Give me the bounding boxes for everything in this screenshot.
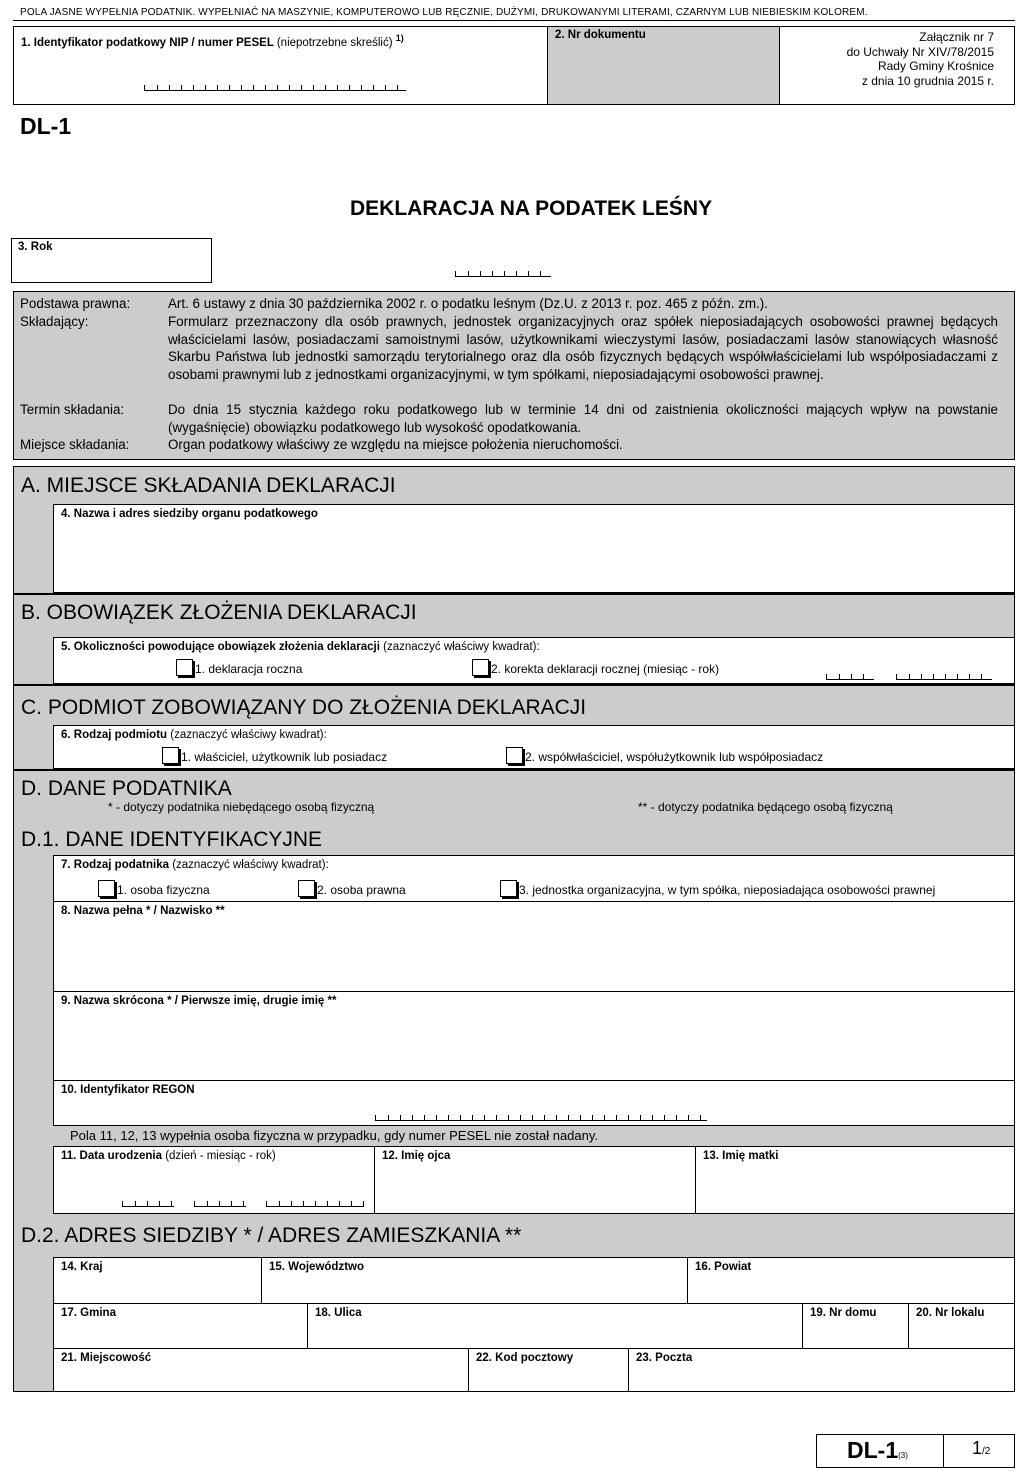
field-9-label: 9. Nazwa skrócona * / Pierwsze imię, drugie imię ** — [61, 995, 337, 1007]
field-23-label: 23. Poczta — [636, 1352, 693, 1364]
field-6-label: 6. Rodzaj podmiotu — [61, 729, 168, 741]
section-b-title: B. OBOWIĄZEK ZŁOŻENIA DEKLARACJI — [21, 601, 417, 624]
field-11-label: 11. Data urodzenia — [61, 1150, 162, 1162]
field-14-label: 14. Kraj — [61, 1261, 103, 1273]
regon-comb — [375, 1115, 707, 1121]
field-1-note: (niepotrzebne skreślić) — [276, 36, 393, 49]
field-19-label: 19. Nr domu — [810, 1307, 877, 1319]
place-value: Organ podatkowy właściwy ze względu na miejsce położenia nieruchomości. — [168, 437, 623, 452]
option-co-owner: 2. współwłaściciel, współużytkownik lub współposiadacz — [525, 750, 824, 764]
field-21-box[interactable] — [53, 1348, 469, 1392]
year-comb — [455, 271, 551, 277]
section-b-rule — [13, 684, 1015, 686]
field-7-label: 7. Rodzaj podatnika — [61, 859, 169, 871]
footer-page-number: 1 — [972, 1438, 983, 1458]
option-annual-declaration: 1. deklaracja roczna — [195, 662, 303, 676]
footer-page-total: /2 — [982, 1446, 991, 1457]
form-code: DL-1 — [20, 113, 72, 139]
section-d1-title: D.1. DANE IDENTYFIKACYJNE — [21, 828, 323, 851]
attachment-line-1: Załącznik nr 7 — [919, 30, 994, 44]
option-organizational-unit: 3. jednostka organizacyjna, w tym spółka, nieposiadająca osobowości prawnej — [519, 883, 936, 897]
checkbox-natural-person[interactable] — [98, 880, 115, 897]
field-21-label: 21. Miejscowość — [61, 1352, 152, 1364]
attachment-line-2: do Uchwały Nr XIV/78/2015 — [846, 44, 994, 59]
field-13-label: 13. Imię matki — [703, 1150, 779, 1162]
field-22-label: 22. Kod pocztowy — [476, 1352, 574, 1364]
field-10-box[interactable] — [53, 1080, 1015, 1126]
field-14-box[interactable] — [53, 1257, 262, 1304]
top-note: POLA JASNE WYPEŁNIA PODATNIK. WYPEŁNIAĆ NA MASZYNIE, KOMPUTEROWO LUB RĘCZNIE, DUŻYMI, DRUKOWANYMI LITERAMI, CZARNYM LUB NIEBIESKIM KOLOREM. — [20, 7, 868, 18]
field-22-box[interactable] — [468, 1348, 629, 1392]
birth-month-comb — [194, 1201, 246, 1207]
legal-basis-value: Art. 6 ustawy z dnia 30 października 2002 r. o podatku leśnym (Dz.U. z 2013 r. poz. 465 z późn. zm.). — [168, 296, 768, 311]
option-owner: 1. właściciel, użytkownik lub posiadacz — [181, 750, 388, 764]
section-d2-title: D.2. ADRES SIEDZIBY * / ADRES ZAMIESZKANIA ** — [21, 1224, 522, 1247]
field-2-box — [547, 26, 780, 105]
pesel-note: Pola 11, 12, 13 wypełnia osoba fizyczna w przypadku, gdy numer PESEL nie został nadany. — [70, 1128, 599, 1143]
checkbox-owner[interactable] — [162, 747, 179, 764]
submitter-value: Formularz przeznaczony dla osób prawnych, jednostek organizacyjnych oraz spółek nieposiadających osobowości prawnej będących właścicielami lasów, posiadaczami samoistnymi lasów, użytkownikami wieczystymi lasów, posiadaczami lasów stanowiących własność Skarbu Państwa lub jednostki samorządu terytorialnego oraz dla osób fizycznych będących współwłaścicielami lub współposiadaczami z osobami prawnymi lub z jednostkami organizacyjnymi, w tym spółkami, nieposiadającymi osobowości prawnej. — [168, 314, 998, 382]
field-15-box[interactable] — [261, 1257, 688, 1304]
field-20-label: 20. Nr lokalu — [916, 1307, 985, 1319]
footer-form-code: DL-1 — [847, 1437, 899, 1463]
attachment-line-3: Rady Gminy Krośnice — [877, 59, 994, 73]
field-17-label: 17. Gmina — [61, 1307, 116, 1319]
field-1-box[interactable] — [13, 26, 548, 105]
correction-month-comb[interactable] — [826, 674, 874, 680]
field-17-box[interactable] — [53, 1303, 308, 1349]
footer-version: (3) — [898, 1451, 908, 1460]
deadline-key: Termin składania: — [20, 402, 125, 417]
top-rule — [13, 20, 1015, 21]
legal-basis-key: Podstawa prawna: — [20, 296, 131, 311]
section-c-title: C. PODMIOT ZOBOWIĄZANY DO ZŁOŻENIA DEKLARACJI — [21, 696, 587, 719]
place-key: Miejsce składania: — [20, 437, 130, 452]
field-9-box[interactable] — [53, 991, 1015, 1081]
submitter-key: Składający: — [20, 314, 89, 329]
attachment-line-4: z dnia 10 grudnia 2015 r. — [861, 73, 994, 88]
attachment-box — [779, 26, 1015, 105]
field-4-label: 4. Nazwa i adres siedziby organu podatkowego — [61, 508, 318, 520]
nip-pesel-comb — [144, 85, 406, 91]
field-1-label: 1. Identyfikator podatkowy NIP / numer PESEL — [21, 36, 274, 49]
field-12-label: 12. Imię ojca — [382, 1150, 451, 1162]
section-a-title: A. MIEJSCE SKŁADANIA DEKLARACJI — [21, 474, 396, 497]
option-legal-person: 2. osoba prawna — [317, 883, 406, 897]
field-13-box[interactable] — [695, 1146, 1015, 1214]
field-5-note: (zaznaczyć właściwy kwadrat): — [383, 641, 540, 653]
section-d-title: D. DANE PODATNIKA — [21, 777, 232, 800]
field-4-box[interactable] — [53, 504, 1015, 593]
field-18-box[interactable] — [307, 1303, 803, 1349]
field-15-label: 15. Województwo — [269, 1261, 364, 1273]
field-19-box[interactable] — [802, 1303, 909, 1349]
section-a-rule — [13, 593, 1015, 595]
option-correction: 2. korekta deklaracji rocznej (miesiąc - rok) — [491, 662, 720, 676]
field-8-box[interactable] — [53, 901, 1015, 992]
correction-year-comb[interactable] — [896, 674, 992, 680]
deadline-value: Do dnia 15 stycznia każdego roku podatkowego lub w terminie 14 dni od zaistnienia okoliczności mających wpływ na powstanie (wygaśnięcie) obowiązku podatkowego lub wysokość opodatkowania. — [168, 402, 998, 435]
checkbox-co-owner[interactable] — [506, 747, 523, 764]
field-12-box[interactable] — [374, 1146, 696, 1214]
field-7-note: (zaznaczyć właściwy kwadrat): — [172, 859, 329, 871]
birth-day-comb — [122, 1201, 174, 1207]
field-8-label: 8. Nazwa pełna * / Nazwisko ** — [61, 905, 225, 917]
checkbox-correction[interactable] — [472, 659, 489, 676]
section-d-note-2: ** - dotyczy podatnika będącego osobą fizyczną — [638, 800, 893, 814]
field-3-box[interactable] — [11, 238, 212, 283]
field-20-box[interactable] — [908, 1303, 1015, 1349]
field-1-sup: 1) — [395, 33, 404, 43]
footer-form-code-box — [816, 1434, 944, 1468]
field-16-label: 16. Powiat — [695, 1261, 752, 1273]
checkbox-organizational-unit[interactable] — [500, 880, 517, 897]
section-c-rule — [13, 769, 1015, 771]
field-16-box[interactable] — [687, 1257, 1015, 1304]
field-6-note: (zaznaczyć właściwy kwadrat): — [170, 729, 327, 741]
field-11-box[interactable] — [53, 1146, 375, 1214]
section-d-note-1: * - dotyczy podatnika niebędącego osobą fizyczną — [108, 800, 375, 814]
field-5-box — [53, 637, 1015, 684]
checkbox-annual-declaration[interactable] — [176, 659, 193, 676]
field-3-label: 3. Rok — [18, 241, 53, 253]
footer-page-box — [943, 1434, 1015, 1468]
field-5-label: 5. Okoliczności powodujące obowiązek złożenia deklaracji — [61, 641, 380, 653]
form-title: DEKLARACJA NA PODATEK LEŚNY — [350, 197, 713, 220]
checkbox-legal-person[interactable] — [298, 880, 315, 897]
option-natural-person: 1. osoba fizyczna — [117, 883, 210, 897]
field-18-label: 18. Ulica — [315, 1307, 362, 1319]
birth-year-comb — [266, 1201, 364, 1207]
field-2-label: 2. Nr dokumentu — [555, 29, 646, 41]
field-11-note: (dzień - miesiąc - rok) — [165, 1150, 276, 1162]
field-23-box[interactable] — [628, 1348, 1015, 1392]
field-10-label: 10. Identyfikator REGON — [61, 1084, 195, 1096]
field-7-box — [53, 855, 1015, 902]
field-6-box — [53, 725, 1015, 769]
